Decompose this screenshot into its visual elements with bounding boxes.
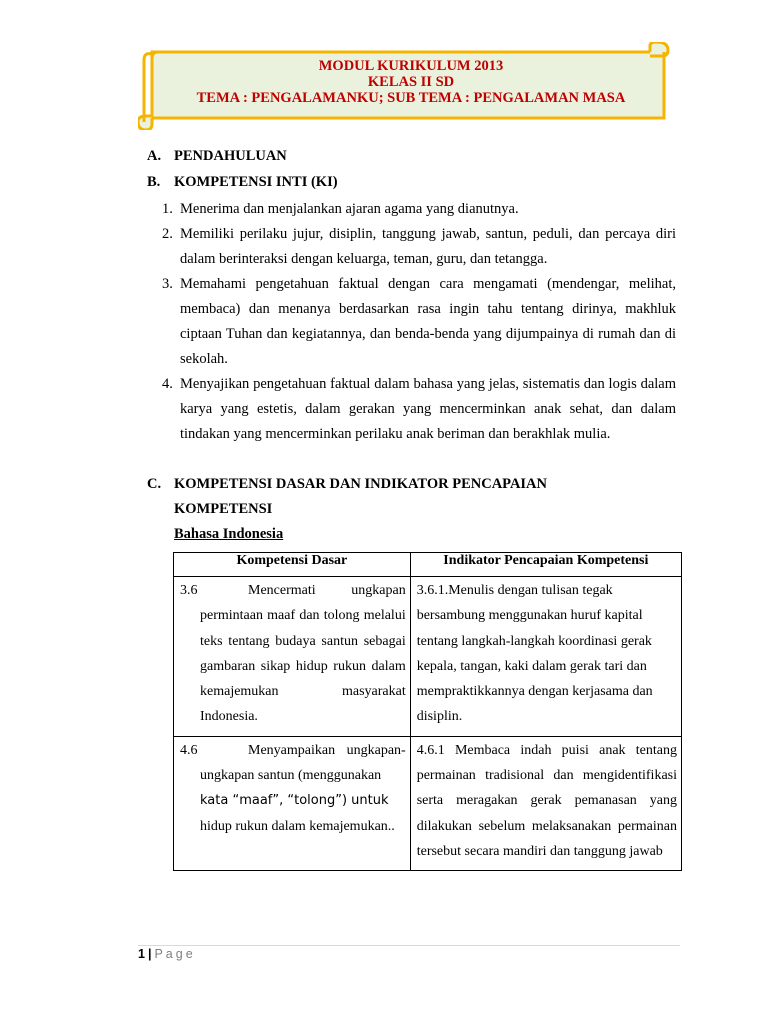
footer-divider [138, 945, 680, 946]
footer-separator: | [147, 947, 152, 961]
kd-cell [174, 577, 411, 737]
ki-item-number: 3. [162, 276, 173, 292]
ki-item-text: Menerima dan menjalankan ajaran agama yang dianutnya. [180, 201, 519, 217]
title-banner [138, 42, 678, 130]
ki-item-3 [162, 272, 676, 372]
section-c-letter: C. [147, 476, 162, 492]
kd-text-part-b: kata “maaf”, “tolong”) untuk [200, 793, 389, 809]
section-b-title: KOMPETENSI INTI (KI) [174, 174, 338, 190]
section-b-letter: B. [147, 174, 161, 190]
ki-list [162, 197, 676, 447]
ipk-text: 4.6.1 Membaca indah puisi anak tentang permainan tradisional dan mengidentifikasi serta meragakan gerak pemanasan yang dilakukan sebelum melaksanakan permainan tersebut secara mandiri dan tanggung jawab [416, 742, 677, 859]
kd-cell [174, 736, 411, 870]
section-a-letter: A. [147, 148, 162, 164]
kd-code: 4.6 [180, 742, 198, 758]
ipk-cell [410, 736, 681, 870]
banner-text [166, 58, 656, 106]
ipk-text: 3.6.1.Menulis dengan tulisan tegak bersambung menggunakan huruf kapital tentang langkah-langkah koordinasi gerak kepala, tangan, kaki dalam gerak tari dan mempraktikkannya dengan kerjasama dan disiplin. [416, 583, 653, 725]
competency-table [173, 552, 682, 871]
ki-item-number: 1. [162, 201, 173, 217]
ki-item-2 [162, 222, 676, 272]
banner-line-1: MODUL KURIKULUM 2013 [318, 58, 504, 74]
banner-line-3: TEMA : PENGALAMANKU; SUB TEMA : PENGALAMAN MASA [196, 90, 626, 106]
kd-text-part-a: Menyampaikan ungkapan-ungkapan santun (menggunakan [200, 742, 406, 784]
kd-text-part-c: hidup rukun dalam kemajemukan.. [200, 818, 395, 834]
kd-text: Mencermati ungkapan permintaan maaf dan tolong melalui teks tentang budaya santun sebagai gambaran sikap hidup rukun dalam kemajemukan masyarakat Indonesia. [200, 583, 406, 725]
ki-item-number: 4. [162, 376, 173, 392]
table-header-row [174, 553, 682, 577]
ki-item-text: Memiliki perilaku jujur, disiplin, tanggung jawab, santun, peduli, dan percaya diri dalam berinteraksi dengan keluarga, teman, guru, dan tetangga. [180, 226, 676, 267]
subject-heading: Bahasa Indonesia [174, 526, 284, 542]
ki-item-number: 2. [162, 226, 173, 242]
page-footer [138, 947, 196, 961]
ki-item-1 [162, 197, 676, 222]
section-a-title: PENDAHULUAN [174, 148, 287, 164]
ipk-cell [410, 577, 681, 737]
section-b-heading [147, 174, 338, 191]
banner-line-2: KELAS II SD [367, 74, 455, 90]
header-kompetensi-dasar: Kompetensi Dasar [174, 553, 411, 577]
section-c-title-line1: KOMPETENSI DASAR DAN INDIKATOR PENCAPAIAN [174, 476, 547, 492]
table-row [174, 577, 682, 737]
ki-item-4 [162, 372, 676, 447]
header-indikator: Indikator Pencapaian Kompetensi [410, 553, 681, 577]
section-c-heading [147, 476, 547, 493]
section-c-title-line2: KOMPETENSI [174, 501, 273, 517]
page-number: 1 [138, 947, 145, 961]
table-row [174, 736, 682, 870]
kd-code: 3.6 [180, 583, 198, 598]
page-label: Page [154, 947, 196, 961]
ki-item-text: Memahami pengetahuan faktual dengan cara mengamati (mendengar, melihat, membaca) dan menanya berdasarkan rasa ingin tahu tentang dirinya, makhluk ciptaan Tuhan dan kegiatannya, dan benda-benda yang dijumpainya di rumah dan di sekolah. [180, 276, 676, 367]
section-a-heading [147, 148, 287, 165]
ki-item-text: Menyajikan pengetahuan faktual dalam bahasa yang jelas, sistematis dan logis dalam karya yang estetis, dalam gerakan yang mencerminkan anak sehat, dan dalam tindakan yang mencerminkan perilaku anak beriman dan berakhlak mulia. [180, 376, 676, 442]
